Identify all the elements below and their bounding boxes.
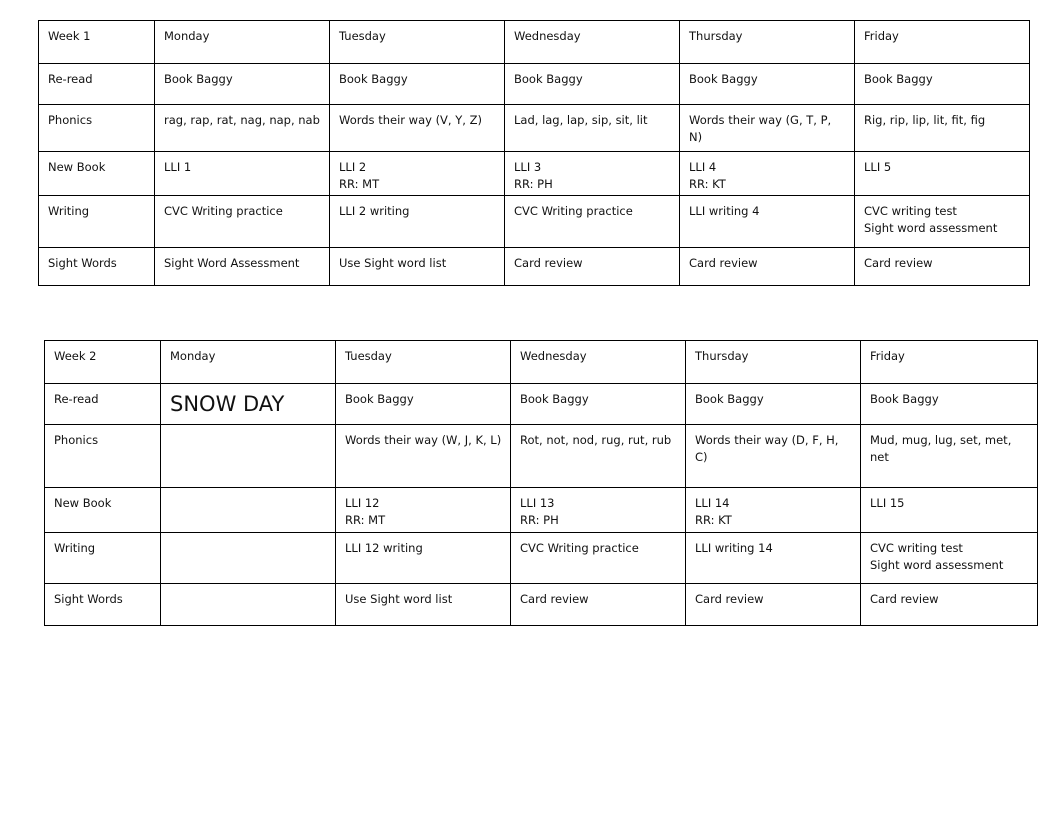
table-cell: Card review [505, 248, 680, 286]
week1-week-label: Week 1 [39, 21, 155, 64]
week1-row-reread [39, 64, 1030, 105]
week2-row-phonics [45, 425, 1038, 488]
row-label: Phonics [39, 105, 155, 152]
table-cell [161, 584, 336, 626]
table-cell: LLI writing 4 [680, 196, 855, 248]
table-cell: LLI 5 [855, 152, 1030, 196]
row-label: New Book [45, 488, 161, 533]
table-cell: Book Baggy [861, 384, 1038, 425]
week1-schedule-table [38, 20, 1030, 286]
week2-row-sight-words [45, 584, 1038, 626]
table-cell [161, 488, 336, 533]
table-cell: LLI 4 RR: KT [680, 152, 855, 196]
week1-header-tuesday: Tuesday [330, 21, 505, 64]
table-cell: Rig, rip, lip, lit, fit, fig [855, 105, 1030, 152]
table-cell: Book Baggy [505, 64, 680, 105]
table-cell: Mud, mug, lug, set, met, net [861, 425, 1038, 488]
table-cell: LLI 13 RR: PH [511, 488, 686, 533]
table-cell: Book Baggy [330, 64, 505, 105]
table-cell: Words their way (W, J, K, L) [336, 425, 511, 488]
week2-schedule-table [44, 340, 1038, 626]
table-cell: rag, rap, rat, nag, nap, nab [155, 105, 330, 152]
table-cell: Book Baggy [680, 64, 855, 105]
table-cell: LLI 2 writing [330, 196, 505, 248]
table-cell: LLI writing 14 [686, 533, 861, 584]
table-cell: CVC writing test Sight word assessment [861, 533, 1038, 584]
table-cell: LLI 3 RR: PH [505, 152, 680, 196]
row-label: Re-read [45, 384, 161, 425]
table-cell: Card review [686, 584, 861, 626]
table-cell: LLI 1 [155, 152, 330, 196]
table-cell: Rot, not, nod, rug, rut, rub [511, 425, 686, 488]
table-cell: Use Sight word list [330, 248, 505, 286]
table-cell: Use Sight word list [336, 584, 511, 626]
table-cell: Words their way (V, Y, Z) [330, 105, 505, 152]
week2-row-reread [45, 384, 1038, 425]
table-cell: CVC Writing practice [511, 533, 686, 584]
week1-header-thursday: Thursday [680, 21, 855, 64]
week2-header-tuesday: Tuesday [336, 341, 511, 384]
week2-header-monday: Monday [161, 341, 336, 384]
table-cell [161, 533, 336, 584]
row-label: Sight Words [39, 248, 155, 286]
table-cell: LLI 12 writing [336, 533, 511, 584]
table-cell: Card review [680, 248, 855, 286]
week1-header-row [39, 21, 1030, 64]
table-cell: Card review [855, 248, 1030, 286]
row-label: Writing [45, 533, 161, 584]
week1-row-sight-words [39, 248, 1030, 286]
week2-row-new-book [45, 488, 1038, 533]
week1-row-new-book [39, 152, 1030, 196]
week2-header-wednesday: Wednesday [511, 341, 686, 384]
week2-header-thursday: Thursday [686, 341, 861, 384]
row-label: Phonics [45, 425, 161, 488]
week2-row-writing [45, 533, 1038, 584]
row-label: New Book [39, 152, 155, 196]
table-cell: LLI 2 RR: MT [330, 152, 505, 196]
row-label: Re-read [39, 64, 155, 105]
snow-day-label: SNOW DAY [161, 384, 336, 425]
week1-header-monday: Monday [155, 21, 330, 64]
table-cell: Lad, lag, lap, sip, sit, lit [505, 105, 680, 152]
table-cell: CVC Writing practice [155, 196, 330, 248]
week2-header-friday: Friday [861, 341, 1038, 384]
table-cell: Card review [861, 584, 1038, 626]
table-cell: LLI 15 [861, 488, 1038, 533]
table-cell: LLI 14 RR: KT [686, 488, 861, 533]
table-cell: Book Baggy [155, 64, 330, 105]
week2-header-row [45, 341, 1038, 384]
table-cell: Card review [511, 584, 686, 626]
week1-header-friday: Friday [855, 21, 1030, 64]
week1-row-writing [39, 196, 1030, 248]
table-cell: LLI 12 RR: MT [336, 488, 511, 533]
row-label: Writing [39, 196, 155, 248]
table-cell: CVC Writing practice [505, 196, 680, 248]
table-cell: Words their way (G, T, P, N) [680, 105, 855, 152]
table-cell: Book Baggy [336, 384, 511, 425]
week2-week-label: Week 2 [45, 341, 161, 384]
table-cell: CVC writing test Sight word assessment [855, 196, 1030, 248]
table-cell: Book Baggy [511, 384, 686, 425]
week1-header-wednesday: Wednesday [505, 21, 680, 64]
table-cell: Words their way (D, F, H, C) [686, 425, 861, 488]
table-cell [161, 425, 336, 488]
week1-row-phonics [39, 105, 1030, 152]
row-label: Sight Words [45, 584, 161, 626]
table-cell: Book Baggy [855, 64, 1030, 105]
table-cell: Sight Word Assessment [155, 248, 330, 286]
table-cell: Book Baggy [686, 384, 861, 425]
